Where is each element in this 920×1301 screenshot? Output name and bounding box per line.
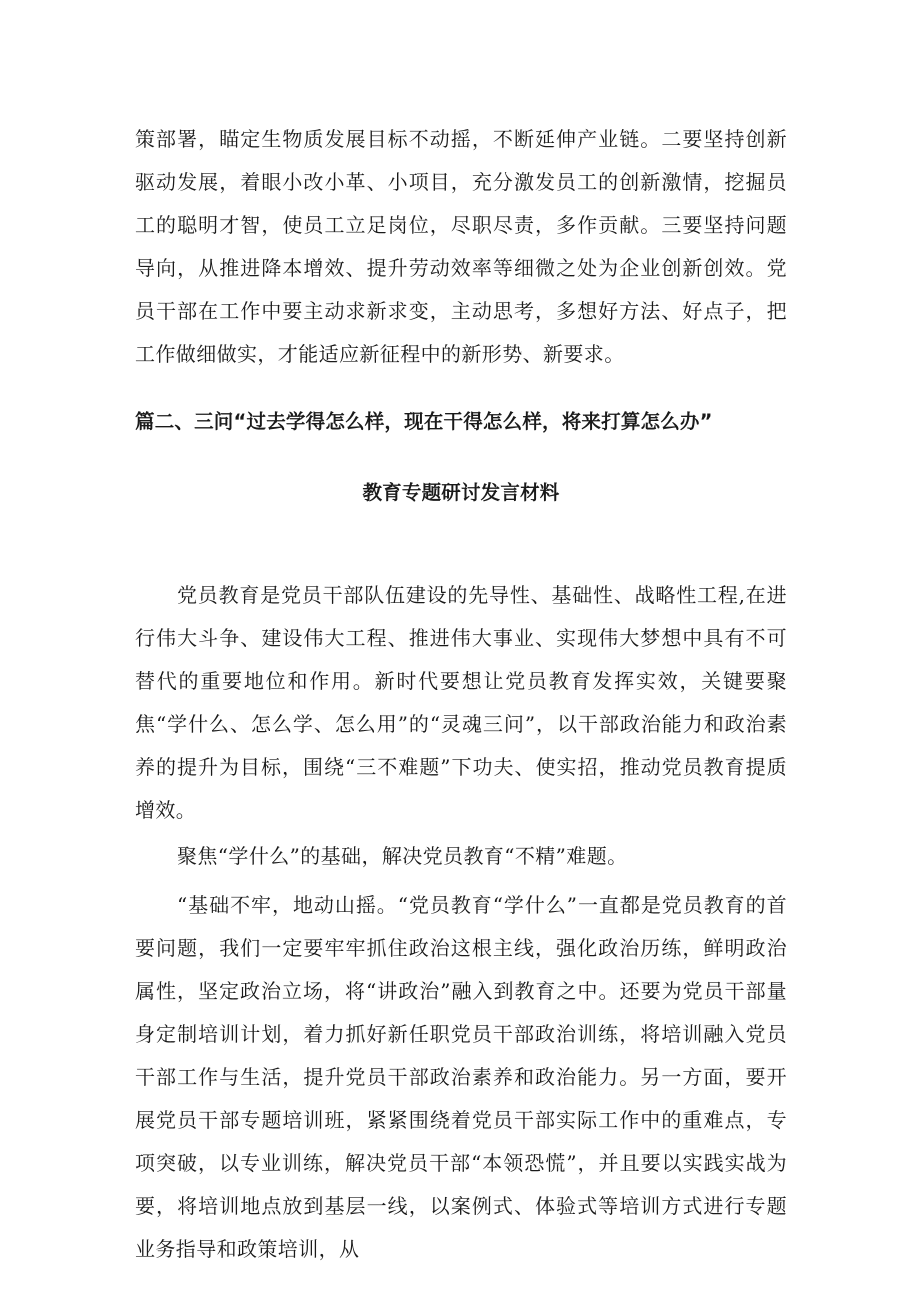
body-paragraph-continued: 策部署，瞄定生物质发展目标不动摇，不断延伸产业链。二要坚持创新驱动发展，着眼小改小革、小项目，充分激发员工的创新激情，挖掘员工的聪明才智，使员工立足岗位，尽职尽责，多作贡献。三要坚持问题导向，从推进降本增效、提升劳动效率等细微之处为企业创新创效。党员干部在工作中要主动求新求变，主动思考，多想好方法、好点子，把工作做细做实，才能适应新征程中的新形势、新要求。 [135,127,787,366]
body-paragraph-subheading: 聚焦“学什么”的基础，解决党员教育“不精”难题。 [177,844,628,868]
body-paragraph-main: “基础不牢，地动山摇。“党员教育“学什么”一直都是党员教育的首要问题，我们一定要牢牢抓住政治这根主线，强化政治历练，鲜明政治属性，坚定政治立场，将“讲政治”融入到教育之中。还要为党员干部量身定制培训计划，着力抓好新任职党员干部政治训练，将培训融入党员干部工作与生活，提升党员干部政治素养和政治能力。另一方面，要开展党员干部专题培训班，紧紧围绕着党员干部实际工作中的重难点，专项突破，以专业训练，解决党员干部“本领恐慌”，并且要以实践实战为要，将培训地点放到基层一线，以案例式、体验式等培训方式进行专题业务指导和政策培训，从 [135,893,787,1261]
section-title-line-1: 篇二、三问“过去学得怎么样，现在干得怎么样，将来打算怎么办” [135,410,713,433]
document-body [135,118,787,1271]
body-paragraph-intro: 党员教育是党员干部队伍建设的先导性、基础性、战略性工程,在进行伟大斗争、建设伟大工程、推进伟大事业、实现伟大梦想中具有不可替代的重要地位和作用。新时代要想让党员教育发挥实效，关键要聚焦“学什么、怎么学、怎么用”的“灵魂三问”，以干部政治能力和政治素养的提升为目标，围绕“三不难题”下功夫、使实招，推动党员教育提质增效。 [135,583,787,822]
section-title-line-2: 教育专题研讨发言材料 [362,481,560,504]
